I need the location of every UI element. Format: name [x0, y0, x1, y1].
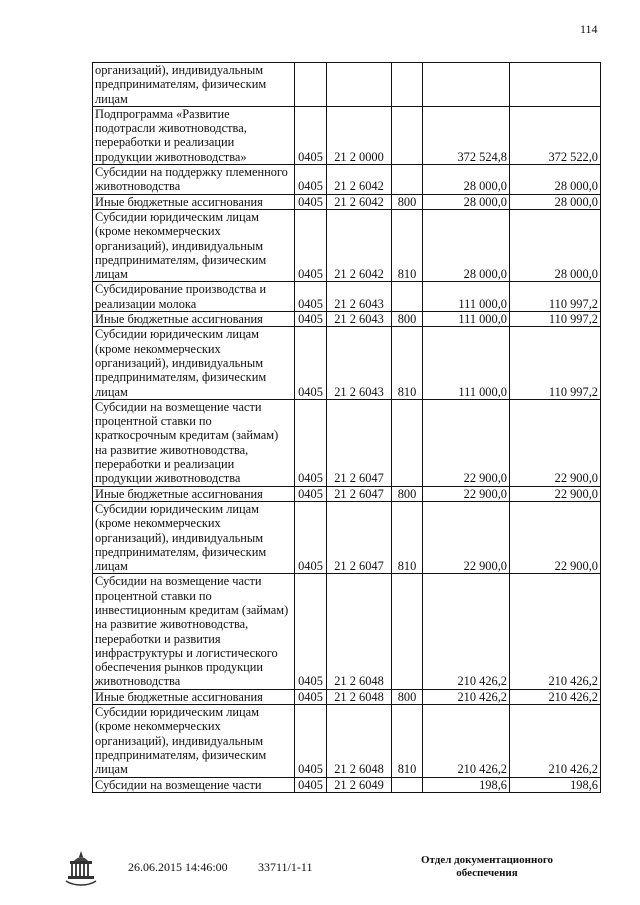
row-section-cell: 0405	[295, 312, 327, 327]
row-target-article-cell: 21 2 6042	[327, 165, 392, 195]
table-row	[93, 689, 601, 704]
row-executed-sum-cell: 110 997,2	[510, 312, 601, 327]
row-name-cell: Иные бюджетные ассигнования	[93, 194, 295, 209]
row-section-cell	[295, 63, 327, 107]
row-target-article-cell: 21 2 6043	[327, 327, 392, 399]
row-approved-sum-cell: 210 426,2	[423, 574, 510, 689]
row-expense-type-cell: 810	[392, 705, 423, 777]
page-number: 114	[580, 22, 598, 36]
row-executed-sum-cell: 198,6	[510, 777, 601, 792]
table-row	[93, 486, 601, 501]
row-approved-sum-cell: 28 000,0	[423, 165, 510, 195]
row-section-cell: 0405	[295, 165, 327, 195]
row-executed-sum-cell: 28 000,0	[510, 209, 601, 281]
row-section-cell: 0405	[295, 106, 327, 164]
table-row	[93, 106, 601, 164]
row-approved-sum-cell: 22 900,0	[423, 486, 510, 501]
row-name-cell: Иные бюджетные ассигнования	[93, 689, 295, 704]
row-name-cell: Иные бюджетные ассигнования	[93, 486, 295, 501]
row-expense-type-cell: 800	[392, 486, 423, 501]
row-approved-sum-cell: 210 426,2	[423, 705, 510, 777]
row-approved-sum-cell: 28 000,0	[423, 209, 510, 281]
row-target-article-cell: 21 2 0000	[327, 106, 392, 164]
row-approved-sum-cell	[423, 63, 510, 107]
table-row	[93, 777, 601, 792]
row-expense-type-cell	[392, 399, 423, 486]
row-target-article-cell	[327, 63, 392, 107]
table-row	[93, 165, 601, 195]
row-executed-sum-cell: 210 426,2	[510, 705, 601, 777]
row-expense-type-cell	[392, 63, 423, 107]
row-expense-type-cell	[392, 165, 423, 195]
row-target-article-cell: 21 2 6042	[327, 209, 392, 281]
row-section-cell: 0405	[295, 194, 327, 209]
footer-department: Отдел документационного обеспечения	[420, 854, 554, 879]
row-target-article-cell: 21 2 6048	[327, 705, 392, 777]
row-executed-sum-cell: 110 997,2	[510, 282, 601, 312]
row-name-cell: Субсидии юридическим лицам (кроме некоммерческих организаций), индивидуальным предпринимателям, физическим лицам	[93, 209, 295, 281]
row-section-cell: 0405	[295, 689, 327, 704]
table-row	[93, 399, 601, 486]
row-approved-sum-cell: 372 524,8	[423, 106, 510, 164]
row-executed-sum-cell: 210 426,2	[510, 689, 601, 704]
row-section-cell: 0405	[295, 705, 327, 777]
row-approved-sum-cell: 111 000,0	[423, 312, 510, 327]
row-executed-sum-cell: 372 522,0	[510, 106, 601, 164]
row-executed-sum-cell: 28 000,0	[510, 165, 601, 195]
row-section-cell: 0405	[295, 282, 327, 312]
table-row	[93, 194, 601, 209]
table-row	[93, 705, 601, 777]
row-section-cell: 0405	[295, 777, 327, 792]
row-target-article-cell: 21 2 6047	[327, 486, 392, 501]
row-expense-type-cell: 810	[392, 501, 423, 573]
row-target-article-cell: 21 2 6047	[327, 399, 392, 486]
row-target-article-cell: 21 2 6048	[327, 689, 392, 704]
footer-doc-id: 33711/1-11	[258, 860, 313, 874]
row-executed-sum-cell: 22 900,0	[510, 399, 601, 486]
row-approved-sum-cell: 28 000,0	[423, 194, 510, 209]
table-row	[93, 209, 601, 281]
row-executed-sum-cell: 22 900,0	[510, 486, 601, 501]
row-expense-type-cell: 810	[392, 209, 423, 281]
table-row	[93, 282, 601, 312]
row-section-cell: 0405	[295, 574, 327, 689]
row-section-cell: 0405	[295, 327, 327, 399]
row-expense-type-cell: 800	[392, 689, 423, 704]
row-approved-sum-cell: 22 900,0	[423, 501, 510, 573]
row-target-article-cell: 21 2 6049	[327, 777, 392, 792]
row-section-cell: 0405	[295, 399, 327, 486]
row-approved-sum-cell: 111 000,0	[423, 327, 510, 399]
row-name-cell: Субсидии на возмещение части	[93, 777, 295, 792]
row-target-article-cell: 21 2 6047	[327, 501, 392, 573]
row-name-cell: Субсидии на возмещение части процентной ставки по краткосрочным кредитам (займам) на развитие животноводства, переработки и реализации продукции животноводства	[93, 399, 295, 486]
row-approved-sum-cell: 22 900,0	[423, 399, 510, 486]
row-approved-sum-cell: 198,6	[423, 777, 510, 792]
table-row	[93, 63, 601, 107]
page-footer	[0, 848, 640, 898]
row-name-cell: Субсидии юридическим лицам (кроме некоммерческих организаций), индивидуальным предпринимателям, физическим лицам	[93, 327, 295, 399]
row-name-cell: Субсидии юридическим лицам (кроме некоммерческих организаций), индивидуальным предпринимателям, физическим лицам	[93, 501, 295, 573]
row-name-cell: Иные бюджетные ассигнования	[93, 312, 295, 327]
row-target-article-cell: 21 2 6043	[327, 282, 392, 312]
table-row	[93, 501, 601, 573]
row-section-cell: 0405	[295, 501, 327, 573]
row-executed-sum-cell: 28 000,0	[510, 194, 601, 209]
row-name-cell: Субсидии на поддержку племенного животноводства	[93, 165, 295, 195]
row-section-cell: 0405	[295, 486, 327, 501]
row-expense-type-cell: 800	[392, 194, 423, 209]
row-approved-sum-cell: 111 000,0	[423, 282, 510, 312]
table-row	[93, 574, 601, 689]
row-section-cell: 0405	[295, 209, 327, 281]
budget-table	[92, 62, 601, 793]
row-executed-sum-cell: 110 997,2	[510, 327, 601, 399]
row-target-article-cell: 21 2 6048	[327, 574, 392, 689]
row-name-cell: Субсидии юридическим лицам (кроме некоммерческих организаций), индивидуальным предпринимателям, физическим лицам	[93, 705, 295, 777]
row-executed-sum-cell: 22 900,0	[510, 501, 601, 573]
table-row	[93, 327, 601, 399]
row-approved-sum-cell: 210 426,2	[423, 689, 510, 704]
row-executed-sum-cell	[510, 63, 601, 107]
row-name-cell: организаций), индивидуальным предпринимателям, физическим лицам	[93, 63, 295, 107]
row-expense-type-cell	[392, 574, 423, 689]
row-expense-type-cell: 800	[392, 312, 423, 327]
row-expense-type-cell	[392, 106, 423, 164]
row-name-cell: Субсидирование производства и реализации молока	[93, 282, 295, 312]
row-expense-type-cell: 810	[392, 327, 423, 399]
row-target-article-cell: 21 2 6043	[327, 312, 392, 327]
row-expense-type-cell	[392, 282, 423, 312]
row-expense-type-cell	[392, 777, 423, 792]
row-name-cell: Субсидии на возмещение части процентной ставки по инвестиционным кредитам (займам) на развитие животноводства, переработки и развития инфраструктуры и логистического обеспечения рынков продукции животноводства	[93, 574, 295, 689]
row-name-cell: Подпрограмма «Развитие подотрасли животноводства, переработки и реализации продукции животноводства»	[93, 106, 295, 164]
row-target-article-cell: 21 2 6042	[327, 194, 392, 209]
footer-timestamp: 26.06.2015 14:46:00	[128, 860, 228, 874]
budget-table-body	[93, 63, 601, 793]
duma-building-emblem-icon	[62, 848, 100, 888]
table-row	[93, 312, 601, 327]
row-executed-sum-cell: 210 426,2	[510, 574, 601, 689]
